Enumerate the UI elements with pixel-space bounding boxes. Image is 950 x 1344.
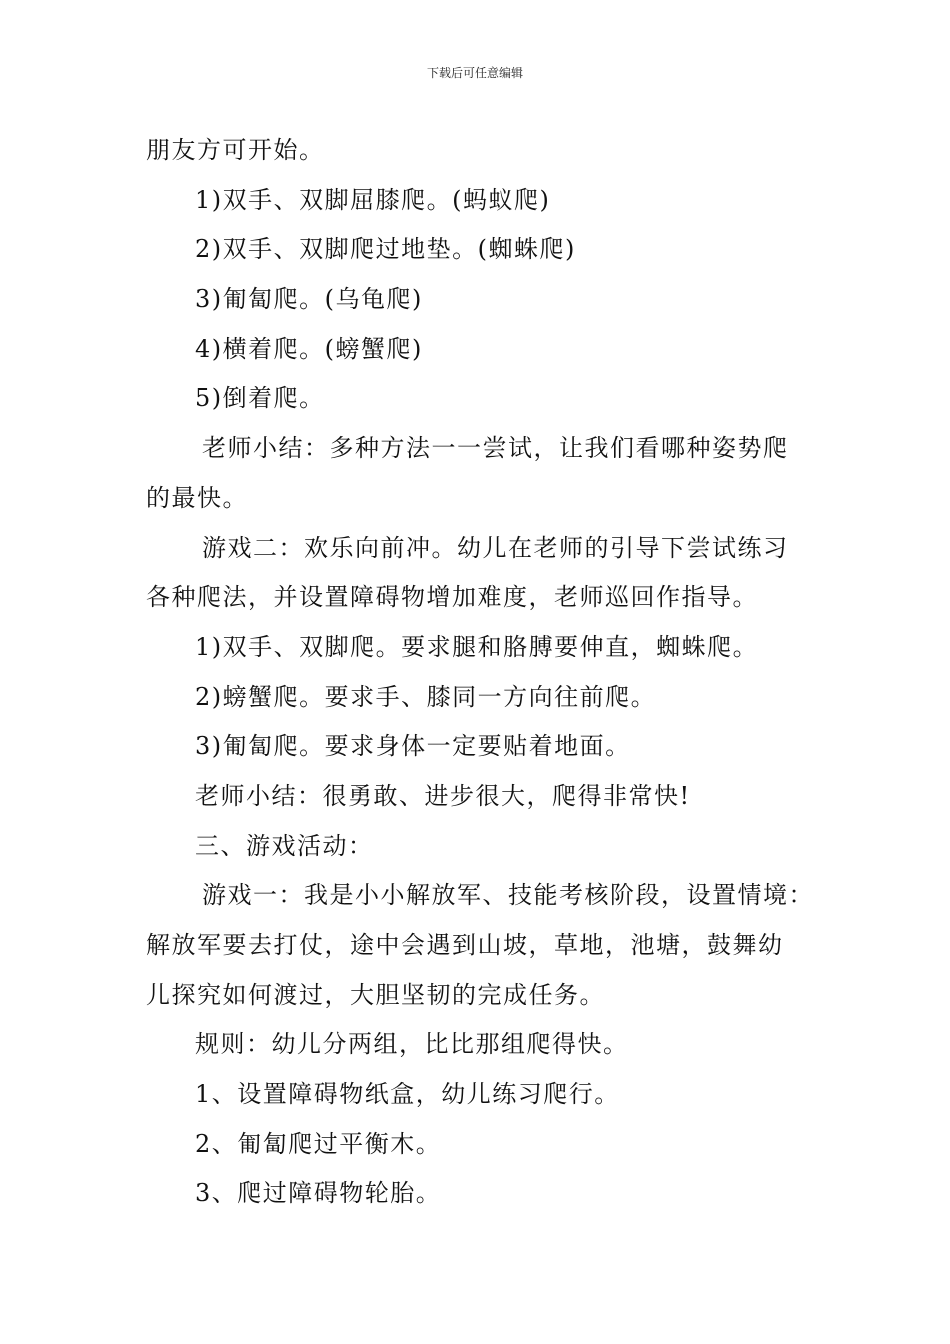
paragraph-line: 老师小结：很勇敢、进步很大，爬得非常快! bbox=[195, 781, 691, 810]
list-item: 5)倒着爬。 bbox=[195, 384, 325, 413]
list-item: 1、设置障碍物纸盒，幼儿练习爬行。 bbox=[195, 1080, 620, 1109]
page-header: 下载后可任意编辑 bbox=[426, 66, 523, 80]
paragraph-line: 游戏二：欢乐向前冲。幼儿在老师的引导下尝试练习 bbox=[202, 533, 789, 562]
list-item: 3、爬过障碍物轮胎。 bbox=[195, 1179, 442, 1208]
paragraph-line: 的最快。 bbox=[146, 483, 248, 512]
document-body bbox=[146, 126, 826, 1219]
paragraph-line: 各种爬法，并设置障碍物增加难度，老师巡回作指导。 bbox=[146, 583, 758, 612]
paragraph-line: 解放军要去打仗，途中会遇到山坡，草地，池塘，鼓舞幼 bbox=[146, 931, 784, 959]
list-item: 1)双手、双脚爬。要求腿和胳膊要伸直，蜘蛛爬。 bbox=[195, 632, 759, 661]
list-item: 1)双手、双脚屈膝爬。(蚂蚁爬) bbox=[195, 185, 551, 214]
list-item: 3)匍匐爬。(乌龟爬) bbox=[195, 285, 423, 314]
list-item: 2)双手、双脚爬过地垫。(蜘蛛爬) bbox=[195, 235, 576, 264]
list-item: 3)匍匐爬。要求身体一定要贴着地面。 bbox=[195, 732, 631, 761]
paragraph-line: 规则：幼儿分两组，比比那组爬得快。 bbox=[195, 1030, 629, 1059]
list-item: 4)横着爬。(螃蟹爬) bbox=[195, 334, 423, 363]
paragraph-line: 朋友方可开始。 bbox=[146, 136, 325, 164]
paragraph-line: 游戏一：我是小小解放军、技能考核阶段，设置情境： bbox=[202, 881, 814, 910]
paragraph-line: 老师小结：多种方法一一尝试，让我们看哪种姿势爬 bbox=[202, 434, 789, 463]
list-item: 2、匍匐爬过平衡木。 bbox=[195, 1129, 442, 1158]
paragraph-line: 儿探究如何渡过，大胆坚韧的完成任务。 bbox=[146, 980, 605, 1009]
section-heading: 三、游戏活动： bbox=[195, 831, 374, 860]
list-item: 2)螃蟹爬。要求手、膝同一方向往前爬。 bbox=[195, 682, 657, 711]
